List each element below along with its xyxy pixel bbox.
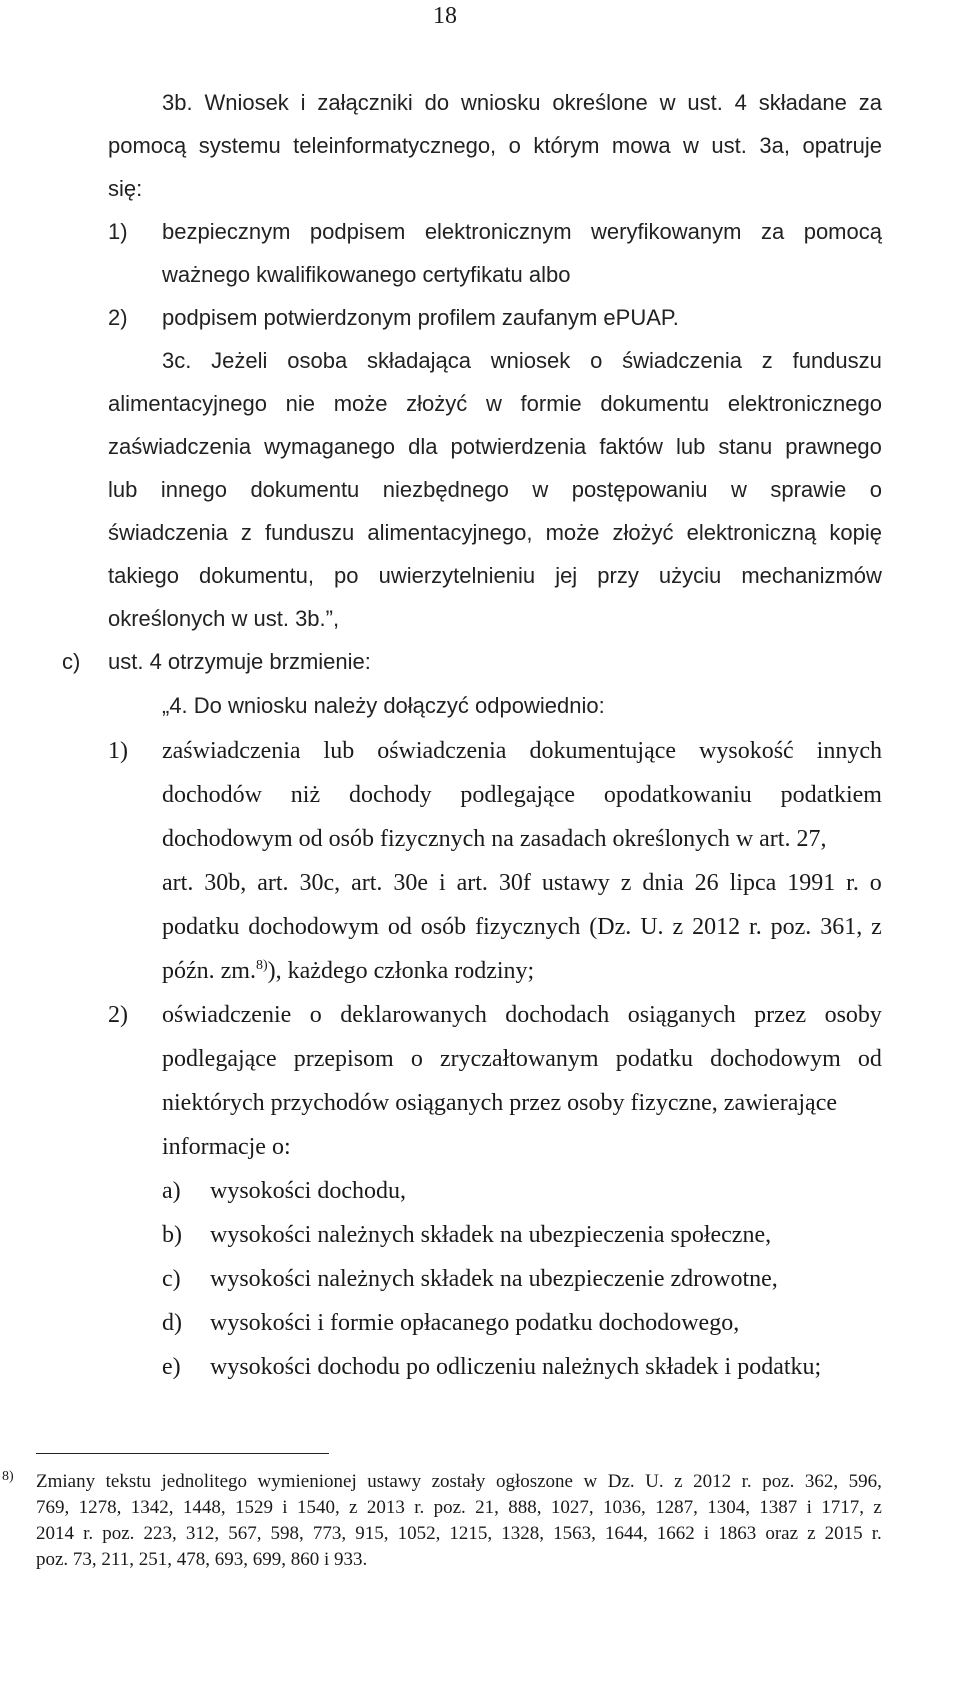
footnote-separator [36,1453,329,1454]
subitem-text: wysokości dochodu po odliczeniu należnych składek i podatku; [210,1354,822,1380]
text-line: niektórych przychodów osiąganych przez osoby fizyczne, zawierające [162,1090,838,1116]
footnote-marker: 8) [2,1469,14,1484]
paragraph-4-intro: „4. Do wniosku należy dołączyć odpowiednio: [162,693,605,718]
text-segment: późn. zm. [162,958,256,984]
text-line: podpisem potwierdzonym profilem zaufanym ePUAP. [162,305,679,330]
subitem-label: a) [162,1178,181,1204]
text-line: podatku dochodowym od osób fizycznych (Dz. U. z 2012 r. poz. 361, z [162,914,882,940]
subitem-label: b) [162,1222,182,1248]
text-line: zaświadczenia wymaganego dla potwierdzenia faktów lub stanu prawnego [108,434,882,459]
page-number: 18 [433,3,457,29]
text-line: takiego dokumentu, po uwierzytelnieniu jej przy użyciu mechanizmów [108,563,882,588]
text-line: określonych w ust. 3b.”, [108,606,340,631]
text-line: ważnego kwalifikowanego certyfikatu albo [162,262,571,287]
subitem-text: wysokości należnych składek na ubezpieczenia społeczne, [210,1222,772,1248]
text-line: dochodów niż dochody podlegające opodatkowaniu podatkiem [162,782,882,808]
footnote-line: 769, 1278, 1342, 1448, 1529 i 1540, z 2013 r. poz. 21, 888, 1027, 1036, 1287, 1304, 1387 i 1717, z [36,1497,882,1518]
footnote-line: 2014 r. poz. 223, 312, 567, 598, 773, 915, 1052, 1215, 1328, 1563, 1644, 1662 i 1863 oraz z 2015 r. [36,1523,882,1544]
footnote-line: Zmiany tekstu jednolitego wymienionej ustawy zostały ogłoszone w Dz. U. z 2012 r. poz. 362, 596, [36,1471,882,1492]
text-line: lub innego dokumentu niezbędnego w postępowaniu w sprawie o [108,477,882,502]
point-c-label: c) [62,649,81,674]
subitem-label: c) [162,1266,181,1292]
item-label: 1) [108,219,128,244]
point-c-text: ust. 4 otrzymuje brzmienie: [108,649,371,674]
item-label: 2) [108,1002,128,1028]
text-line: podlegające przepisom o zryczałtowanym podatku dochodowym od [162,1046,882,1072]
subitem-text: wysokości dochodu, [210,1178,406,1204]
text-line: dochodowym od osób fizycznych na zasadach określonych w art. 27, [162,826,827,852]
text-line: się: [108,176,143,201]
text-line: 3c. Jeżeli osoba składająca wniosek o świadczenia z funduszu [162,348,882,373]
text-line: bezpiecznym podpisem elektronicznym weryfikowanym za pomocą [162,219,882,244]
subitem-text: wysokości należnych składek na ubezpieczenie zdrowotne, [210,1266,778,1292]
item-label: 2) [108,305,128,330]
text-line: art. 30b, art. 30c, art. 30e i art. 30f ustawy z dnia 26 lipca 1991 r. o [162,870,882,896]
text-segment: ), każdego członka rodziny; [267,958,535,984]
text-line: 3b. Wniosek i załączniki do wniosku określone w ust. 4 składane za [162,90,882,115]
text-line: świadczenia z funduszu alimentacyjnego, może złożyć elektroniczną kopię [108,520,882,545]
footnote-line: poz. 73, 211, 251, 478, 693, 699, 860 i 933. [36,1549,368,1570]
subitem-text: wysokości i formie opłacanego podatku dochodowego, [210,1310,740,1336]
text-line: oświadczenie o deklarowanych dochodach osiąganych przez osoby [162,1002,882,1028]
text-line [162,957,534,985]
text-line: pomocą systemu teleinformatycznego, o którym mowa w ust. 3a, opatruje [108,133,882,158]
text-line: zaświadczenia lub oświadczenia dokumentujące wysokość innych [162,738,882,764]
subitem-label: e) [162,1354,181,1380]
text-line: alimentacyjnego nie może złożyć w formie dokumentu elektronicznego [108,391,882,416]
footnote-reference: 8) [255,958,268,973]
item-label: 1) [108,738,128,764]
subitem-label: d) [162,1310,182,1336]
text-line: informacje o: [162,1134,291,1160]
